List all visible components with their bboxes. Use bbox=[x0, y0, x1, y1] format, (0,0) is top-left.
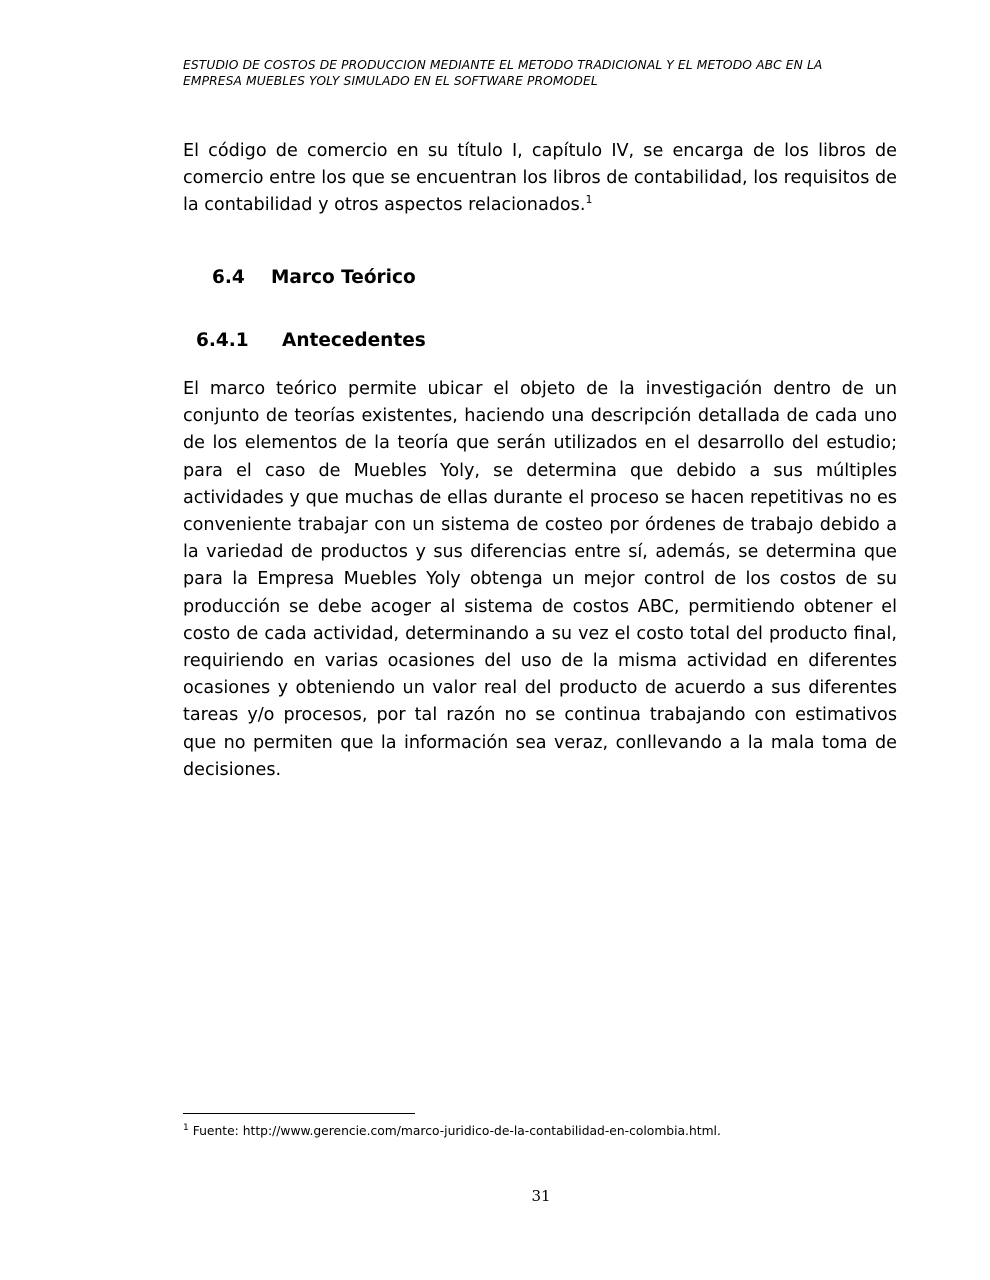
running-header bbox=[183, 57, 903, 89]
running-header-line-2: EMPRESA MUEBLES YOLY SIMULADO EN EL SOFTWARE PROMODEL bbox=[183, 74, 598, 88]
page-number: 31 bbox=[531, 1187, 551, 1205]
intro-paragraph bbox=[183, 138, 897, 220]
footnote-separator bbox=[183, 1113, 415, 1114]
section-heading bbox=[212, 266, 416, 290]
footnote-marker: 1 bbox=[183, 1123, 189, 1133]
footnote-reference: 1 bbox=[585, 193, 593, 207]
intro-paragraph-text: El código de comercio en su título I, capítulo IV, se encarga de los libros de comercio entre los que se encuentran los libros de contabilidad, los requisitos de la contabilidad y otros aspectos relacionados. bbox=[183, 141, 897, 216]
subsection-heading bbox=[196, 329, 426, 353]
subsection-title: Antecedentes bbox=[282, 330, 426, 351]
footnote bbox=[183, 1122, 897, 1140]
section-number: 6.4 bbox=[212, 267, 245, 288]
subsection-number: 6.4.1 bbox=[196, 330, 249, 351]
footnote-text: Fuente: http://www.gerencie.com/marco-juridico-de-la-contabilidad-en-colombia.html. bbox=[192, 1124, 721, 1138]
section-title: Marco Teórico bbox=[271, 267, 416, 288]
main-paragraph: El marco teórico permite ubicar el objeto de la investigación dentro de un conjunto de teorías existentes, haciendo una descripción detallada de cada uno de los elementos de la teoría que serán utilizados en el desarrollo del estudio; para el caso de Muebles Yoly, se determina que debido a sus múltiples actividades y que muchas de ellas durante el proceso se hacen repetitivas no es conveniente trabajar con un sistema de costeo por órdenes de trabajo debido a la variedad de productos y sus diferencias entre sí, además, se determina que para la Empresa Muebles Yoly obtenga un mejor control de los costos de su producción se debe acoger al sistema de costos ABC, permitiendo obtener el costo de cada actividad, determinando a su vez el costo total del producto final, requiriendo en varias ocasiones del uso de la misma actividad en diferentes ocasiones y obteniendo un valor real del producto de acuerdo a sus diferentes tareas y/o procesos, por tal razón no se continua trabajando con estimativos que no permiten que la información sea veraz, conllevando a la mala toma de decisiones. bbox=[183, 379, 897, 780]
running-header-line-1: ESTUDIO DE COSTOS DE PRODUCCION MEDIANTE EL METODO TRADICIONAL Y EL METODO ABC EN LA bbox=[183, 58, 823, 72]
